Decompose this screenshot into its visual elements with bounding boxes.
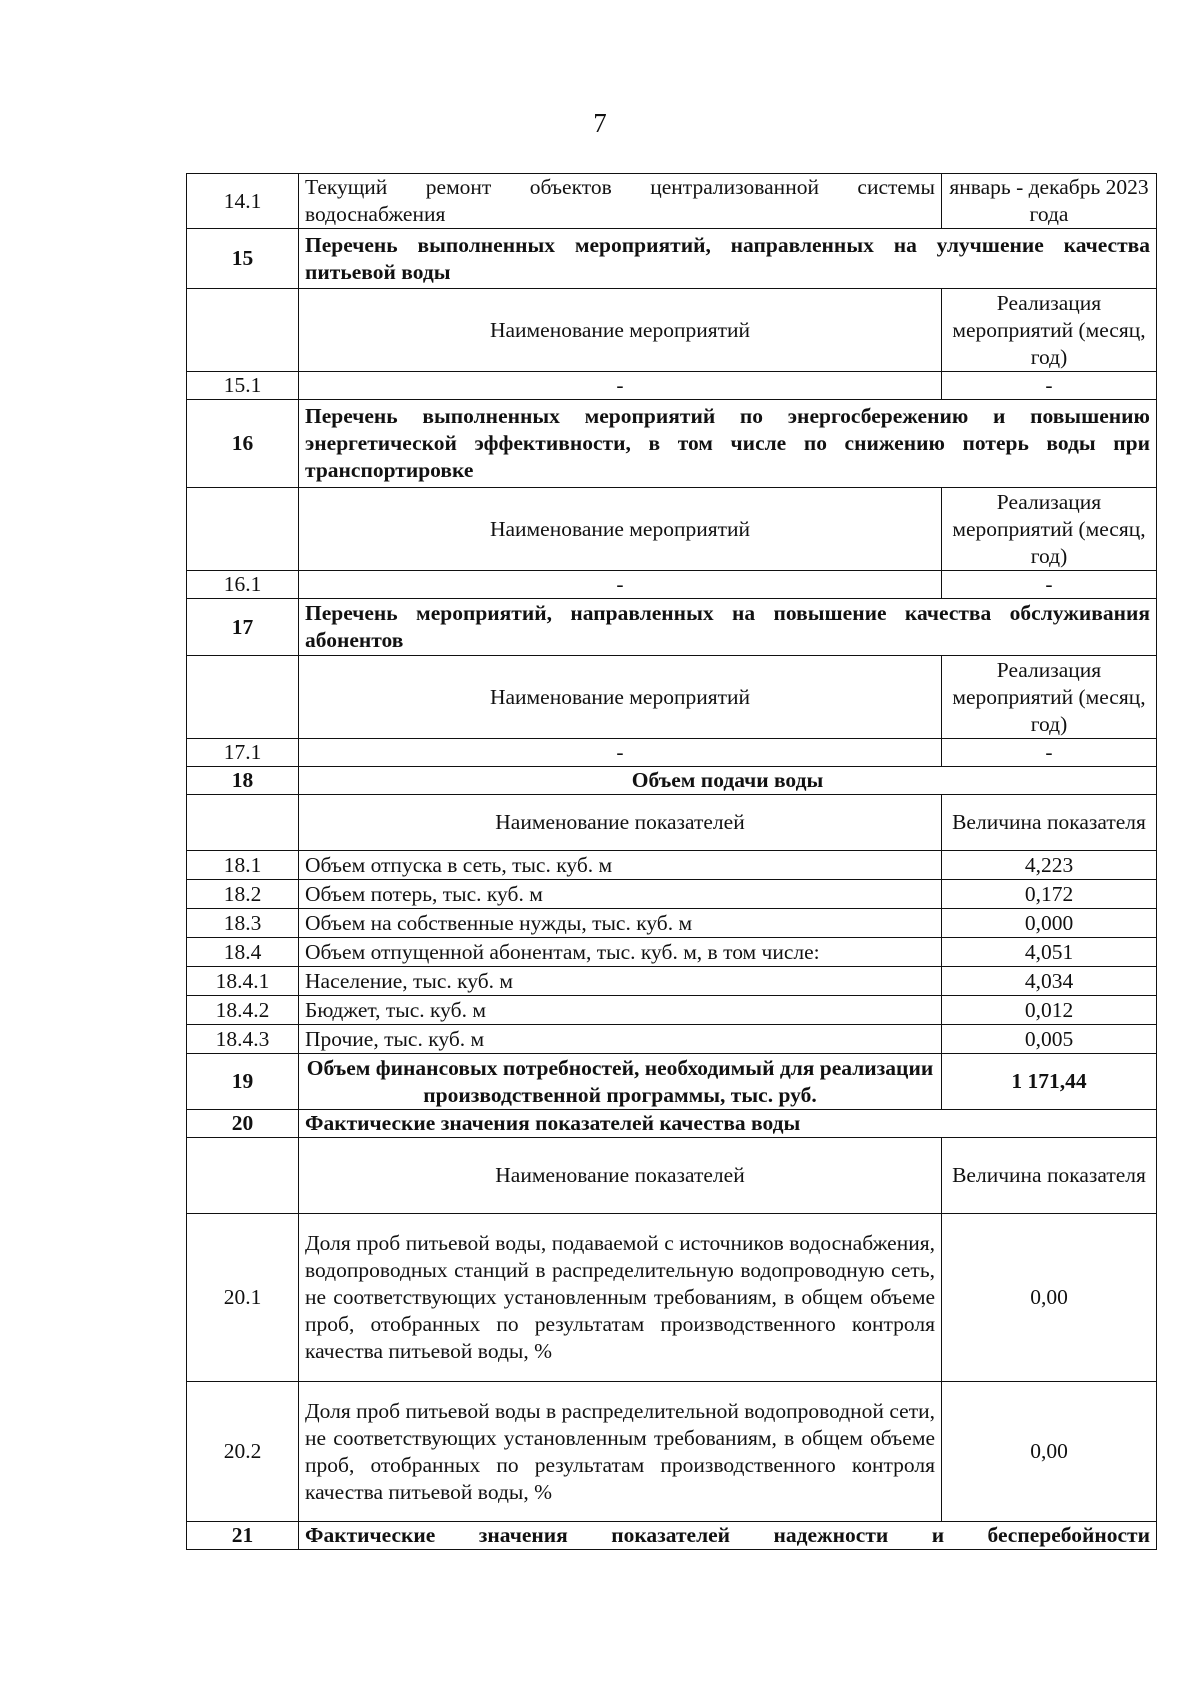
section-row xyxy=(187,1110,1157,1138)
section-row xyxy=(187,1522,1157,1550)
header-row xyxy=(187,488,1157,571)
row-number: 17.1 xyxy=(187,739,299,767)
row-number: 18.3 xyxy=(187,909,299,938)
page-number: 7 xyxy=(593,108,607,138)
row-value: - xyxy=(942,739,1157,767)
header-row xyxy=(187,1138,1157,1214)
row-number: 18.4.1 xyxy=(187,967,299,996)
empty-cell xyxy=(187,488,299,571)
row-text: - xyxy=(299,372,942,400)
row-number: 18.4 xyxy=(187,938,299,967)
row-number: 18.1 xyxy=(187,851,299,880)
section-number: 16 xyxy=(187,400,299,488)
table-row xyxy=(187,372,1157,400)
row-text: Объем отпущенной абонентам, тыс. куб. м, в том числе: xyxy=(299,938,942,967)
row-number: 15.1 xyxy=(187,372,299,400)
table-row xyxy=(187,851,1157,880)
section-number: 15 xyxy=(187,229,299,289)
row-value: 0,00 xyxy=(942,1214,1157,1382)
row-number: 18.4.3 xyxy=(187,1025,299,1054)
row-text: Прочие, тыс. куб. м xyxy=(299,1025,942,1054)
table-row xyxy=(187,1025,1157,1054)
column-header-value: Величина показателя xyxy=(942,795,1157,851)
row-value: 0,172 xyxy=(942,880,1157,909)
section-number: 18 xyxy=(187,767,299,795)
section-number: 20 xyxy=(187,1110,299,1138)
table-row xyxy=(187,967,1157,996)
row-number: 18.2 xyxy=(187,880,299,909)
table-row xyxy=(187,571,1157,599)
header-row xyxy=(187,795,1157,851)
column-header-value: Реализация мероприятий (месяц, год) xyxy=(942,289,1157,372)
row-text: Объем потерь, тыс. куб. м xyxy=(299,880,942,909)
section-number: 21 xyxy=(187,1522,299,1550)
section-row xyxy=(187,767,1157,795)
row-value: 0,000 xyxy=(942,909,1157,938)
empty-cell xyxy=(187,289,299,372)
row-value: 4,051 xyxy=(942,938,1157,967)
column-header-name: Наименование мероприятий xyxy=(299,289,942,372)
column-header-name: Наименование мероприятий xyxy=(299,488,942,571)
section-row xyxy=(187,229,1157,289)
row-value: - xyxy=(942,571,1157,599)
row-number: 16.1 xyxy=(187,571,299,599)
row-text: - xyxy=(299,571,942,599)
table-row xyxy=(187,1382,1157,1522)
row-number: 18.4.2 xyxy=(187,996,299,1025)
column-header-value: Реализация мероприятий (месяц, год) xyxy=(942,656,1157,739)
table-row xyxy=(187,909,1157,938)
header-row xyxy=(187,289,1157,372)
row-value: - xyxy=(942,372,1157,400)
row-text: Доля проб питьевой воды в распределительной водопроводной сети, не соответствующих установленным требованиям, в общем объеме проб, отобранных по результатам производственного контроля качества питьевой воды, % xyxy=(299,1382,942,1522)
row-number: 20.2 xyxy=(187,1382,299,1522)
section-row xyxy=(187,400,1157,488)
section-number: 17 xyxy=(187,599,299,656)
column-header-value: Величина показателя xyxy=(942,1138,1157,1214)
section-title: Фактические значения показателей надежности и бесперебойности xyxy=(299,1522,1157,1550)
section-title: Перечень мероприятий, направленных на повышение качества обслуживания абонентов xyxy=(299,599,1157,656)
section-title: Фактические значения показателей качества воды xyxy=(299,1110,1157,1138)
row-value: 0,005 xyxy=(942,1025,1157,1054)
row-text: Объем отпуска в сеть, тыс. куб. м xyxy=(299,851,942,880)
row-text: - xyxy=(299,739,942,767)
column-header-name: Наименование мероприятий xyxy=(299,656,942,739)
row-text: Население, тыс. куб. м xyxy=(299,967,942,996)
section-title: Объем подачи воды xyxy=(299,767,1157,795)
row-value: 4,034 xyxy=(942,967,1157,996)
row-value: январь - декабрь 2023 года xyxy=(942,174,1157,229)
section-title: Перечень выполненных мероприятий по энергосбережению и повышению энергетической эффективности, в том числе по снижению потерь воды при транспортировке xyxy=(299,400,1157,488)
row-value: 0,012 xyxy=(942,996,1157,1025)
section-title: Перечень выполненных мероприятий, направленных на улучшение качества питьевой воды xyxy=(299,229,1157,289)
row-number: 20.1 xyxy=(187,1214,299,1382)
section-row xyxy=(187,599,1157,656)
empty-cell xyxy=(187,795,299,851)
table-row xyxy=(187,996,1157,1025)
table-row xyxy=(187,739,1157,767)
section-row xyxy=(187,1054,1157,1110)
section-number: 19 xyxy=(187,1054,299,1110)
empty-cell xyxy=(187,656,299,739)
row-value: 1 171,44 xyxy=(942,1054,1157,1110)
header-row xyxy=(187,656,1157,739)
row-value: 0,00 xyxy=(942,1382,1157,1522)
row-text: Текущий ремонт объектов централизованной системы водоснабжения xyxy=(299,174,942,229)
table-row xyxy=(187,880,1157,909)
column-header-value: Реализация мероприятий (месяц, год) xyxy=(942,488,1157,571)
row-text: Бюджет, тыс. куб. м xyxy=(299,996,942,1025)
empty-cell xyxy=(187,1138,299,1214)
column-header-name: Наименование показателей xyxy=(299,1138,942,1214)
program-table xyxy=(186,173,1157,1550)
table-row xyxy=(187,938,1157,967)
row-number: 14.1 xyxy=(187,174,299,229)
column-header-name: Наименование показателей xyxy=(299,795,942,851)
row-text: Доля проб питьевой воды, подаваемой с источников водоснабжения, водопроводных станций в распределительную водопроводную сеть, не соответствующих установленным требованиям, в общем объеме проб, отобранных по результатам производственного контроля качества питьевой воды, % xyxy=(299,1214,942,1382)
row-value: 4,223 xyxy=(942,851,1157,880)
row-text: Объем на собственные нужды, тыс. куб. м xyxy=(299,909,942,938)
table-row xyxy=(187,1214,1157,1382)
table-row xyxy=(187,174,1157,229)
section-title: Объем финансовых потребностей, необходимый для реализации производственной программы, тыс. руб. xyxy=(299,1054,942,1110)
